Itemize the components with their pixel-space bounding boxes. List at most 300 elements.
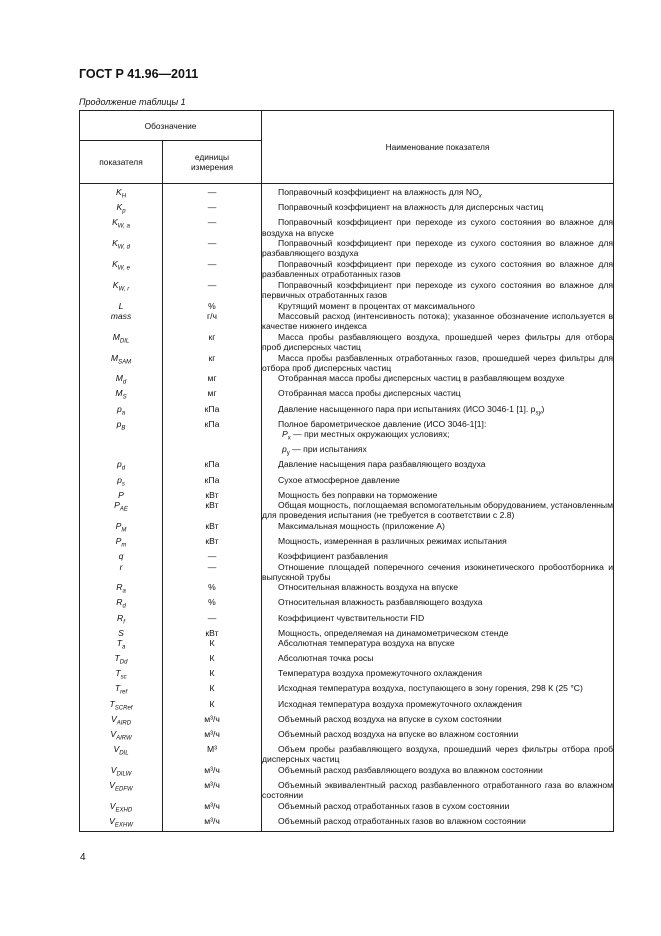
symbol-cell	[80, 801, 163, 816]
sub-item-subscript: x	[287, 435, 291, 442]
description-cell	[262, 668, 614, 683]
symbol-letter: M	[110, 352, 119, 363]
symbol-letter: r	[119, 561, 123, 572]
description-cell	[262, 653, 614, 668]
symbol-cell	[80, 551, 163, 561]
description-cell	[262, 536, 614, 551]
description-text	[262, 301, 613, 311]
symbol-letter: K	[115, 187, 122, 197]
unit-cell: —	[163, 184, 262, 203]
symbol-subscript: S	[122, 395, 127, 402]
unit-cell: кПа	[163, 459, 262, 474]
description-cell	[262, 521, 614, 536]
symbol-cell	[80, 419, 163, 460]
symbol-cell	[80, 562, 163, 583]
unit-cell: мг	[163, 373, 262, 388]
unit-cell: К	[163, 653, 262, 668]
description-main: Объемный расход воздуха на впуске во влажном состоянии	[278, 728, 519, 739]
symbol-subscript: H	[121, 193, 127, 200]
description-main: Исходная температура воздуха промежуточного охлаждения	[278, 698, 522, 709]
symbol-subscript: a	[121, 644, 126, 651]
symbol-subscript: W, r	[118, 286, 130, 293]
symbol-letter: P	[115, 535, 122, 546]
description-cell	[262, 301, 614, 311]
symbol-cell	[80, 597, 163, 612]
symbol-cell	[80, 202, 163, 217]
symbol-subscript: DILW	[116, 771, 132, 778]
description-text	[262, 238, 613, 259]
header-indicator: показателя	[80, 141, 163, 184]
unit-cell: кПа	[163, 475, 262, 490]
unit-cell: м³/ч	[163, 714, 262, 729]
description-cell	[262, 419, 614, 460]
symbol-cell	[80, 500, 163, 521]
table-row	[80, 551, 614, 561]
header-unit-line2: измерения	[190, 162, 234, 172]
description-text	[262, 202, 613, 212]
symbol-cell	[80, 628, 163, 638]
unit-cell: —	[163, 562, 262, 583]
symbol-letter: V	[110, 728, 117, 739]
description-text	[262, 729, 613, 739]
header-indicator-name: Наименование показателя	[262, 111, 614, 184]
description-main: Объемный расход отработанных газов в сухом состоянии	[278, 800, 510, 811]
unit-cell: К	[163, 638, 262, 653]
symbol-subscript: AIRW	[116, 735, 132, 742]
symbol-subscript: m	[121, 542, 127, 549]
description-text	[262, 280, 613, 301]
symbol-subscript: W, d	[117, 244, 130, 251]
table-row	[80, 816, 614, 832]
symbol-subscript: ref	[120, 690, 128, 697]
table-row	[80, 238, 614, 259]
description-main: Относительная влажность воздуха на впуске	[278, 582, 459, 593]
description-text	[262, 801, 613, 811]
description-cell	[262, 332, 614, 353]
unit-cell: кВт	[163, 521, 262, 536]
sub-item-symbol: P	[282, 429, 288, 440]
symbol-cell	[80, 536, 163, 551]
unit-cell: —	[163, 551, 262, 561]
symbol-letter: p	[116, 459, 122, 470]
description-text	[262, 536, 613, 546]
description-main: Массовый расход (интенсивность потока); указанное обозначение используется в качестве нижнего индекса	[262, 310, 614, 332]
description-text	[262, 311, 613, 332]
description-main: Относительная влажность разбавляющего воздуха	[278, 597, 483, 608]
description-cell	[262, 459, 614, 474]
unit-cell: м³/ч	[163, 816, 262, 832]
description-text	[262, 419, 613, 429]
table-row	[80, 202, 614, 217]
table-row	[80, 332, 614, 353]
symbol-subscript: d	[122, 380, 127, 387]
description-main: Поправочный коэффициент на влажность для дисперсных частиц	[278, 202, 544, 213]
table-row	[80, 801, 614, 816]
description-cell	[262, 311, 614, 332]
unit-cell: —	[163, 238, 262, 259]
description-text	[262, 628, 613, 638]
description-cell	[262, 638, 614, 653]
description-main: Поправочный коэффициент при переходе из сухого состояния во влажное для воздуха на впуске	[262, 217, 614, 238]
unit-cell: —	[163, 280, 262, 301]
description-main: Масса пробы разбавленных отработанных газов, прошедшей через фильтры для отбора проб дисперсных частиц	[262, 352, 614, 373]
description-main: Температура воздуха промежуточного охлаждения	[278, 668, 483, 679]
description-cell	[262, 744, 614, 765]
table-row	[80, 301, 614, 311]
symbol-letter: V	[110, 764, 117, 775]
table-row	[80, 638, 614, 653]
symbol-cell	[80, 613, 163, 628]
unit-cell: мг	[163, 388, 262, 403]
symbol-letter: R	[116, 597, 123, 608]
symbol-cell	[80, 582, 163, 597]
symbol-cell	[80, 490, 163, 500]
description-cell	[262, 388, 614, 403]
table-row	[80, 562, 614, 583]
symbol-letter: K	[112, 279, 119, 290]
unit-cell: %	[163, 597, 262, 612]
description-cell	[262, 801, 614, 816]
description-text	[262, 388, 613, 398]
description-text	[262, 816, 613, 826]
description-text	[262, 780, 613, 801]
header-designation: Обозначение	[80, 111, 262, 141]
symbol-letter: L	[118, 300, 124, 311]
description-text	[262, 259, 613, 280]
symbol-subscript: EXHW	[114, 822, 133, 829]
description-text	[262, 217, 613, 238]
description-main: Общая мощность, поглощаемая вспомогательным оборудованием, установленным для проведения испытания (не требуется в соответствии с 2.8)	[262, 500, 614, 521]
unit-cell: кПа	[163, 419, 262, 460]
symbol-letter: P	[115, 520, 122, 531]
symbol-letter: p	[116, 403, 122, 414]
symbol-subscript: SAM	[118, 359, 132, 366]
description-main: Полное барометрическое давление (ИСО 3046-1[1]:	[278, 418, 487, 429]
description-cell	[262, 404, 614, 419]
symbol-letter: T	[116, 638, 122, 649]
description-text	[262, 353, 613, 374]
symbol-letter: q	[118, 551, 124, 562]
unit-cell: кВт	[163, 628, 262, 638]
symbol-cell	[80, 238, 163, 259]
description-text	[262, 683, 613, 693]
symbol-cell	[80, 653, 163, 668]
symbol-letter: T	[115, 668, 121, 679]
description-text	[262, 500, 613, 521]
description-text	[262, 653, 613, 663]
description-cell	[262, 765, 614, 780]
sub-item-text: — при испытаниях	[289, 444, 367, 455]
symbol-subscript: M	[121, 527, 127, 534]
symbol-cell	[80, 259, 163, 280]
table-row	[80, 714, 614, 729]
unit-cell: кВт	[163, 536, 262, 551]
unit-cell: —	[163, 259, 262, 280]
table-row	[80, 311, 614, 332]
description-main: Крутящий момент в процентах от максимального	[278, 300, 475, 311]
table-row	[80, 683, 614, 698]
table-row	[80, 373, 614, 388]
description-main: Коэффициент разбавления	[278, 551, 388, 562]
symbol-subscript: sc	[120, 675, 127, 682]
symbol-cell	[80, 301, 163, 311]
unit-cell: М³	[163, 744, 262, 765]
symbol-cell	[80, 714, 163, 729]
symbol-cell	[80, 184, 163, 203]
table-row	[80, 653, 614, 668]
symbol-letter: p	[117, 474, 122, 485]
description-cell	[262, 597, 614, 612]
description-main: Исходная температура воздуха, поступающего в зону горения, 298 К (25 °С)	[278, 683, 583, 694]
unit-cell: кВт	[163, 500, 262, 521]
description-cell	[262, 729, 614, 744]
table-continuation-caption: Продолжение таблицы 1	[79, 97, 186, 107]
description-cell	[262, 628, 614, 638]
symbol-letter: P	[114, 500, 120, 511]
description-cell	[262, 217, 614, 238]
description-cell	[262, 475, 614, 490]
table-row	[80, 388, 614, 403]
description-text	[262, 490, 613, 500]
sub-item-symbol: p	[282, 444, 287, 455]
description-cell	[262, 683, 614, 698]
unit-cell: м³/ч	[163, 765, 262, 780]
table-row	[80, 765, 614, 780]
table-row	[80, 582, 614, 597]
description-cell	[262, 613, 614, 628]
sub-item-text: — при местных окружающих условиях;	[290, 429, 450, 440]
symbol-cell	[80, 217, 163, 238]
symbol-subscript: a	[121, 410, 126, 417]
description-main: Отношение площадей поперечного сечения изокинетического пробоотборника и выпускной трубы	[262, 561, 614, 582]
symbol-cell	[80, 521, 163, 536]
symbol-letter: M	[112, 331, 120, 342]
header-unit	[163, 141, 262, 184]
symbol-cell	[80, 404, 163, 419]
symbol-subscript: W, e	[117, 265, 130, 272]
symbol-cell	[80, 816, 163, 832]
description-main: Объем пробы разбавляющего воздуха, прошедший через фильтры отбора проб дисперсных частиц	[262, 743, 614, 765]
description-text	[262, 373, 613, 383]
symbol-subscript: p	[122, 208, 126, 215]
symbol-letter: p	[116, 418, 122, 429]
symbol-cell	[80, 311, 163, 332]
description-text	[262, 475, 613, 485]
description-main: Отобранная масса пробы дисперсных частиц в разбавляющем воздухе	[278, 373, 565, 384]
symbol-letter: V	[109, 800, 116, 811]
table-row	[80, 459, 614, 474]
description-cell	[262, 238, 614, 259]
symbol-letter: M	[115, 373, 123, 384]
table-row	[80, 419, 614, 460]
table-row	[80, 628, 614, 638]
symbol-subscript: f	[123, 619, 125, 626]
table-row	[80, 475, 614, 490]
symbol-subscript: B	[121, 425, 126, 432]
description-text	[262, 613, 613, 623]
table-row	[80, 744, 614, 765]
symbol-subscript: EXHD	[115, 807, 133, 814]
description-main: Мощность, определяемая на динамометрическом стенде	[278, 627, 509, 638]
symbol-cell	[80, 729, 163, 744]
unit-cell: г/ч	[163, 311, 262, 332]
description-sub-item	[262, 429, 613, 444]
symbol-subscript: d	[121, 466, 126, 473]
description-sub-item	[262, 444, 613, 459]
unit-cell: %	[163, 582, 262, 597]
description-text	[262, 551, 613, 561]
table-row	[80, 521, 614, 536]
symbol-letter: V	[109, 815, 115, 826]
description-text	[262, 765, 613, 775]
description-main: Максимальная мощность (приложение А)	[278, 520, 445, 531]
description-main: Коэффициент чувствительности FID	[278, 612, 425, 623]
symbol-subscript: s	[121, 481, 125, 488]
symbols-table	[79, 110, 614, 832]
symbol-cell	[80, 475, 163, 490]
unit-cell: %	[163, 301, 262, 311]
symbol-cell	[80, 332, 163, 353]
unit-cell: м³/ч	[163, 729, 262, 744]
table-row	[80, 597, 614, 612]
description-text	[262, 404, 613, 419]
symbol-subscript: AIRD	[116, 720, 132, 727]
symbol-subscript: DIL	[119, 750, 129, 757]
description-main: Отобранная масса пробы дисперсных частиц	[278, 388, 461, 399]
symbol-letter: K	[116, 202, 123, 213]
table-row	[80, 404, 614, 419]
symbol-letter: K	[112, 217, 118, 228]
description-text	[262, 187, 613, 202]
description-text	[262, 332, 613, 353]
unit-cell: кПа	[163, 404, 262, 419]
symbol-cell	[80, 765, 163, 780]
unit-cell: К	[163, 668, 262, 683]
symbol-cell	[80, 668, 163, 683]
table-row	[80, 536, 614, 551]
table-row	[80, 184, 614, 203]
symbol-cell	[80, 373, 163, 388]
symbol-letter: R	[117, 612, 124, 623]
symbol-letter: R	[116, 582, 123, 593]
symbol-cell	[80, 388, 163, 403]
description-cell	[262, 353, 614, 374]
page-number: 4	[80, 852, 86, 863]
symbol-subscript: Dd	[119, 659, 128, 666]
description-subscript: sy	[535, 410, 542, 417]
symbol-letter: V	[109, 779, 116, 790]
table-body	[80, 184, 614, 832]
description-main: Поправочный коэффициент при переходе из сухого состояния во влажное для первичных отработанных газов	[262, 279, 614, 301]
symbol-subscript: EDFW	[115, 786, 133, 793]
description-main: Сухое атмосферное давление	[278, 474, 400, 485]
unit-cell: —	[163, 217, 262, 238]
symbol-cell	[80, 638, 163, 653]
table-row	[80, 280, 614, 301]
description-text	[262, 699, 613, 709]
description-cell	[262, 259, 614, 280]
description-main: Мощность без поправки на торможение	[278, 489, 438, 500]
symbol-subscript: SCRef	[114, 705, 133, 712]
table-row	[80, 613, 614, 628]
description-text	[262, 714, 613, 724]
description-main: Объемный расход воздуха на впуске в сухом состоянии	[278, 713, 502, 724]
unit-cell: кВт	[163, 490, 262, 500]
description-text	[262, 638, 613, 648]
table-row	[80, 490, 614, 500]
symbol-subscript: AE	[119, 506, 128, 513]
description-text	[262, 668, 613, 678]
description-suffix: )	[541, 403, 545, 414]
description-subscript: x	[478, 193, 482, 200]
symbol-cell	[80, 744, 163, 765]
symbol-subscript: a	[122, 589, 126, 596]
description-cell	[262, 816, 614, 832]
description-cell	[262, 280, 614, 301]
description-text	[262, 597, 613, 607]
unit-cell: К	[163, 683, 262, 698]
symbol-subscript: W, a	[117, 223, 130, 230]
table-row	[80, 217, 614, 238]
table-row	[80, 500, 614, 521]
symbol-letter: T	[114, 683, 121, 694]
symbol-cell	[80, 459, 163, 474]
symbol-cell	[80, 780, 163, 801]
symbol-letter: V	[113, 743, 120, 754]
table-row	[80, 259, 614, 280]
symbol-letter: M	[115, 388, 123, 399]
description-main: Абсолютная температура воздуха на впуске	[278, 638, 455, 649]
symbol-letter: mass	[110, 310, 132, 321]
header-unit-line1: единицы	[194, 152, 230, 162]
table-row	[80, 780, 614, 801]
description-cell	[262, 714, 614, 729]
symbol-subscript: DIL	[119, 338, 130, 345]
table-row	[80, 699, 614, 714]
description-main: Давление насыщенного пара при испытаниях (ИСО 3046-1 [1]. p	[278, 403, 536, 414]
symbol-cell	[80, 353, 163, 374]
description-main: Абсолютная точка росы	[278, 653, 374, 664]
symbol-letter: K	[112, 238, 118, 249]
symbol-letter: T	[109, 698, 115, 709]
unit-cell: кг	[163, 332, 262, 353]
table-row	[80, 353, 614, 374]
description-main: Поправочный коэффициент при переходе из сухого состояния во влажное для разбавляющего воздуха	[262, 238, 614, 259]
description-main: Давление насыщения пара разбавляющего воздуха	[278, 459, 486, 470]
unit-cell: —	[163, 613, 262, 628]
description-text	[262, 744, 613, 765]
description-cell	[262, 780, 614, 801]
description-cell	[262, 184, 614, 203]
table-row	[80, 668, 614, 683]
sub-item-subscript: y	[286, 450, 290, 457]
description-main: Масса пробы разбавляющего воздуха, прошедшей через фильтры для отбора проб дисперсных частиц	[262, 331, 614, 353]
description-text	[262, 521, 613, 531]
description-main: Поправочный коэффициент при переходе из сухого состояния во влажное для разбавленных отработанных газов	[262, 258, 614, 280]
description-cell	[262, 500, 614, 521]
description-main: Объемный расход отработанных газов во влажном состоянии	[278, 815, 526, 826]
description-main: Мощность, измеренная в различных режимах испытания	[278, 535, 507, 546]
symbol-subscript: d	[122, 604, 126, 611]
description-cell	[262, 699, 614, 714]
unit-cell: К	[163, 699, 262, 714]
symbol-letter: P	[118, 489, 124, 500]
unit-cell: м³/ч	[163, 780, 262, 801]
symbol-cell	[80, 280, 163, 301]
description-text	[262, 459, 613, 469]
description-text	[262, 562, 613, 583]
unit-cell: —	[163, 202, 262, 217]
